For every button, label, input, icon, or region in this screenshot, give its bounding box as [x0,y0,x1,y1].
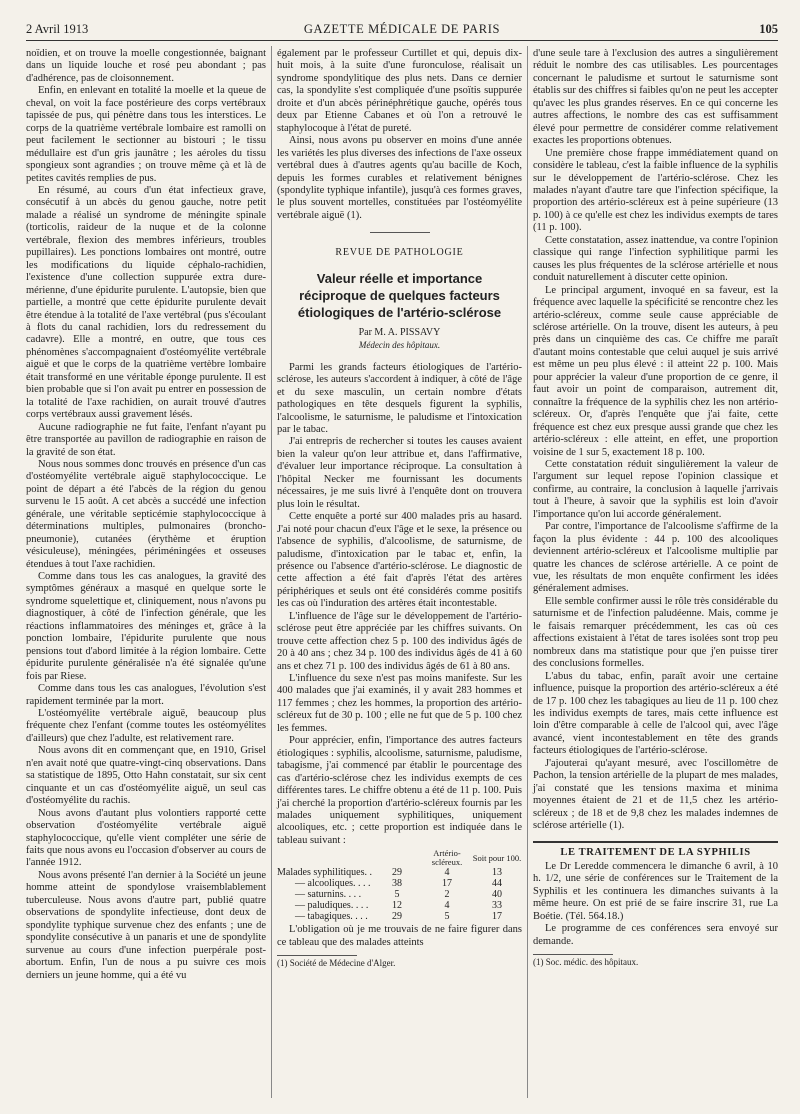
column-divider [271,46,272,1098]
data-table [277,849,522,922]
page-number: 105 [759,22,778,36]
row-label: Malades syphilitiques. . [277,867,372,879]
paragraph: En résumé, au cours d'un état infectieux grave, consécutif à un abcès du genou gauche, notre petit malade a réalisé un syndrome de méningite spinale (torticolis, raideur de la nuque et de la colonne vertébrale, flexion des membres inférieurs, troubles pupillaires). Les ponctions lombaires ont montré, outre les modifications du liquide céphalo-rachidien, l'existence d'une collection suppurée extra dure-mérienne, d'une épidurite purulente. L'autopsie, bien que partielle, a montré que cette épidurite purulente devait être étendue à la totalité de l'axe vertébral (pus s'écoulant à flots du canal rachidien, lors du redressement du cadavre). Elle a montré, en outre, que tous ces phénomènes s'accompagnaient d'ostéomyélite vertébrale aiguë et que le corps de la quatrième vertèbre lombaire était transformé en une véritable éponge purulente. Il est bien probable que si l'on avait pu entrer en possession de la totalité de l'axe rachidien, on aurait trouvé d'autres corps vertébraux aussi gravement lésés. [26,184,266,421]
cell-total: 29 [392,911,402,923]
paragraph: Aucune radiographie ne fut faite, l'enfant n'ayant pu être transportée au pavillon de radiographie en raison de la gravité de son état. [26,421,266,458]
paragraph: Cette enquête a porté sur 400 malades pris au hasard. J'ai noté pour chacun d'eux l'âge et le sexe, la présence ou l'absence de syphilis, d'alcoolisme, de saturnisme, de paludisme, d'intoxication par le tabac et, enfin, la présence ou l'absence d'artério-sclérose. Le diagnostic de cette affection a été fait d'après l'état des artères périphériques et seuls ont été considérés comme positifs les cas où l'induration des artères était incontestable. [277,511,522,610]
paragraph: Nous avons dit en commençant que, en 1910, Grisel n'en avait noté que quatre-vingt-cinq observations. Dans sa statistique de 1895, Otto Hahn constatait, sur six cent cinquante et un cas d'ostéomyélite aiguë, un seul cas d'ostéomyélite du rachis. [26,745,266,807]
footnote: (1) Société de Médecine d'Alger. [277,958,396,969]
table-row [277,878,522,889]
paragraph: Parmi les grands facteurs étiologiques de l'artério-sclérose, les auteurs s'accordent à indiquer, à côté de l'âge et du sexe masculin, un certain nombre d'états pathologiques en tête desquels figurent la syphilis, l'alcoolisme, le saturnisme, le paludisme et l'intoxication par le tabac. [277,361,522,435]
paragraph: Nous avons présenté l'an dernier à la Société un jeune homme atteint de spondylose vraisemblablement tuberculeuse. Nous avons d'autre part, publié quatre observations de spondylite infectieuse, dont deux de spondylite typhique survenue chez des enfants ; une de spondylite consécutive à un panaris et une de spondylite survenue au cours d'une infection puerpérale post-abortum. Enfin, l'un de nous a pu suivre ces mois derniers un jeune homme, qui a été vu [26,869,266,981]
column-3 [533,48,778,968]
paragraph: Enfin, en enlevant en totalité la moelle et la queue de cheval, on voit la face postérieure des corps vertébraux tapissée de pus, qui pénètre dans tous les interstices. Le corps de la quatrième vertébrale lombaire est ramolli on peut facilement le sectionner au bistouri ; le tissu médullaire est d'un gris jaunâtre ; les aéroles du tissu spongieux sont agrandies ; on trouve même çà et là de petites cavités remplies de pus. [26,85,266,184]
cell-sclerotic: 4 [444,867,450,879]
cell-percent: 17 [492,911,502,923]
paragraph: Comme dans tous les cas analogues, l'évolution s'est rapidement terminée par la mort. [26,683,266,707]
table-header-row [277,849,522,867]
paragraph: Nous nous sommes donc trouvés en présence d'un cas d'ostéomyélite vertébrale aiguë staphylococcique. Le point de départ a été l'abcès de la région du genou survenu le 15 août. A cet abcès a succédé une infection générale, une véritable septicémie staphylococcique à déterminations multiples, pulmonaires (broncho-pneumonie), cutanées (érythème et éruption vésiculeuse), méningées, périméningées et osseuses étendues à tout l'axe rachidien. [26,458,266,570]
paragraph: noïdien, et on trouve la moelle congestionnée, baignant dans un liquide louche et rosé peu abondant ; pas d'adhérence, pas de cloisonnement. [26,48,266,84]
cell-percent: 44 [492,878,502,890]
paragraph: Cette constatation, assez inattendue, va contre l'opinion classique qui range l'infection syphilitique parmi les causes les plus fréquentes de la sclérose artérielle et nous conduit naturellement à discuter cette opinion. [533,234,778,284]
paragraph: Par contre, l'importance de l'alcoolisme s'affirme de la façon la plus évidente : 44 p. 100 des alcooliques deviennent artério-scléreux et l'alcoolisme multiplie par quatre les chances de sclérose artérielle. A ce point de vue, les résultats de mon enquête confirment les idées généralement admises. [533,521,778,595]
row-label: — tabagiques. . . . [295,911,368,923]
section-heading: REVUE DE PATHOLOGIE [335,247,464,259]
announcement-text: Le Dr Leredde commencera le dimanche 6 avril, à 10 h. 1/2, une série de conférences sur le Traitement de la Syphilis et les continuera les dimanches suivants à la même heure. On est prié de se faire inscrire 31, rue La Boétie. (Tél. 564.18.) [533,861,778,922]
paragraph: Nous avons d'autant plus volontiers rapporté cette observation d'ostéomyélite vertébrale aiguë staphylococcique, qu'elle vient compléter une série de faits que nous avons eu l'occasion d'observer au cours de l'année 1912. [26,807,266,869]
row-label: — saturnins. . . . [295,889,362,901]
paragraph: L'influence de l'âge sur le développement de l'artério-sclérose peut être appréciée par les chiffres suivants. On trouve cette affection chez 5 p. 100 des individus âgés de 20 à 40 ans ; chez 34 p. 100 des individus âgés de 41 à 60 ans et chez 71 p. 100 des individus âgés de 61 à 80 ans. [277,610,522,672]
paragraph: L'abus du tabac, enfin, paraît avoir une certaine influence, puisque la proportion des artério-scléreux a été de 17 p. 100 chez les tabagiques au lieu de 11 p. 100 chez les individus exempts de tares, mais cette influence est loin d'être comparable à celle de l'alcool qui, avec l'âge avancé, vient incontestablement en tête des grands facteurs étiologiques de l'artério-sclérose. [533,670,778,757]
paragraph: Le principal argument, invoqué en sa faveur, est la fréquence avec laquelle la spécificité se rencontre chez les artério-scléreux, comme seule cause appréciable de sclérose artérielle. On la trouve, disent les auteurs, à peu près dans un cinquième des cas. Ce chiffre me paraît d'autant moins contestable que celui auquel je suis arrivé est même un peu plus élevé : il atteint 22 p. 100. Mais pour apprécier la valeur d'une proportion de ce genre, il faut avoir un point de comparaison, autrement dit, connaître la fréquence de la syphilis chez les non artério-scléreux. Or, d'après l'enquête que j'ai faite, cette fréquence est chez eux presque aussi grande que chez les artério-scléreux : elle atteint, en effet, une proportion voisine de 1 sur 5, exactement 18 p. 100. [533,284,778,458]
paragraph: L'ostéomyélite vertébrale aiguë, beaucoup plus fréquente chez l'enfant (comme toutes les ostéomyélites d'ailleurs) que chez l'adulte, est relativement rare. [26,708,266,744]
article-author: Par M. A. PISSAVY [358,326,441,338]
column-divider [527,46,528,1098]
paragraph: Elle semble confirmer aussi le rôle très considérable du saturnisme et de l'infection paludéenne. Mais, comme je le faisais remarquer précédemment, les cas où ces affections existaient à l'état de tares isolées sont trop peu nombreux dans ma statistique pour que j'en puisse tirer des conclusions formelles. [533,595,778,670]
paragraph: J'ajouterai qu'ayant mesuré, avec l'oscillomètre de Pachon, la tension artérielle de la plupart de mes malades, j'ai constaté que les tensions maxima et minima moyennes étaient de 21 et de 11,5 chez les artério-scléreux ; de 18 et de 9,8 chez les malades indemnes de sclérose artérielle (1). [533,757,778,832]
footnote-rule [533,954,613,955]
announcement-text: Le programme de ces conférences sera envoyé sur demande. [533,923,778,947]
table-row [277,867,522,878]
paragraph: Pour apprécier, enfin, l'importance des autres facteurs étiologiques : syphilis, alcoolisme, saturnisme, paludisme, tabagisme, j'ai commencé par établir le pourcentage des cas d'artério-sclérose chez les individus exempts de ces différentes tares. Le chiffre obtenu a été de 11 p. 100. Puis j'ai cherché la proportion d'artério-scléreux fournis par les malades uniquement syphilitiques, uniquement alcooliques, etc. ; cette proportion est indiquée dans le tableau suivant : [277,735,522,846]
table-row [277,889,522,900]
cell-percent: 13 [492,867,502,879]
cell-sclerotic: 17 [442,878,452,890]
cell-total: 29 [392,867,402,879]
column-header: Soit pour 100. [472,852,522,863]
paragraph: L'obligation où je me trouvais de ne faire figurer dans ce tableau que des malades atteints [277,924,522,948]
row-label: — paludiques. . . . [295,900,369,912]
journal-title: GAZETTE MÉDICALE DE PARIS [303,22,501,36]
cell-sclerotic: 5 [444,911,450,923]
column-header: Artério-scléreux. [431,848,463,868]
paragraph: J'ai entrepris de rechercher si toutes les causes avaient bien la valeur qu'on leur attribue et, dans l'affirmative, d'évaluer leur importance réciproque. La consultation à l'hôpital Necker me fournissant les documents nécessaires, je me suis livré à l'enquête dont on trouvera plus loin le résultat. [277,436,522,510]
row-label: — alcooliques. . . . [295,878,371,890]
section-separator [370,232,430,233]
paragraph: également par le professeur Curtillet et qui, depuis dix-huit mois, à la suite d'une furonculose, réalisait un syndrome spondylitique des plus nets. Dans ce dernier cas, la spondylite s'est compliquée d'une psoïtis suppurée droite et d'un abcès périnéphrétique gauche, opérés tous deux par Etienne Cabanes et où l'on a retrouvé le staphylocoque à l'état de pureté. [277,48,522,134]
cell-percent: 33 [492,900,502,912]
cell-percent: 40 [492,889,502,901]
footnote-rule [277,955,357,956]
article-title: Valeur réelle et importance réciproque de quelques facteurs étiologiques de l'artério-sclérose [297,270,502,320]
cell-total: 12 [392,900,402,912]
author-affiliation: Médecin des hôpitaux. [358,340,441,351]
issue-date: 2 Avril 1913 [26,22,89,36]
paragraph: Cette constatation réduit singulièrement la valeur de l'argument sur lequel repose l'opinion classique et confirme, au contraire, la conclusion à laquelle j'arrivais tout à l'heure, à savoir que la syphilis est loin d'avoir l'importance qu'on lui accorde généralement. [533,458,778,520]
cell-total: 38 [392,878,402,890]
paragraph: Ainsi, nous avons pu observer en moins d'une année les variétés les plus diverses des infections de l'axe osseux vertébral dues à d'autres agents qu'au bacille de Koch, depuis les formes curables et relativement bénignes (spondylite typhique infantile), jusqu'à ces formes graves, le plus souvent mortelles, constituées par l'ostéomyélite vertébrale aiguë (1). [277,135,522,221]
paragraph: Comme dans tous les cas analogues, la gravité des symptômes généraux a masqué en quelque sorte le syndrome squelettique et, cliniquement, nous n'avons pu diagnostiquer, à côté de l'infection générale, que les réactions inflammatoires des méninges et, grâce à la ponction lombaire, l'épidurite purulente que nous pensions tout d'abord limitée à la région lombaire. Cette épidurite purulente généralisée n'a été signalée qu'une fois par Riese. [26,571,266,682]
footnote: (1) Soc. médic. des hôpitaux. [533,957,639,968]
cell-sclerotic: 2 [444,889,450,901]
column-1 [26,48,266,982]
announcement-title: LE TRAITEMENT DE LA SYPHILIS [533,841,778,859]
announcement-box [533,841,778,949]
page-header [26,22,778,42]
cell-total: 5 [394,889,400,901]
paragraph: Une première chose frappe immédiatement quand on considère le tableau, c'est la faible influence de la syphilis sur le développement de l'artério-sclérose. Chez les malades n'ayant d'autre tare que l'infection spécifique, la proportion des artério-scléreux est à peine supérieure (13 p. 100) à ce qu'elle est chez les individus exempts de tares (11 p. 100). [533,147,778,234]
column-2 [277,48,522,969]
table-row [277,900,522,911]
paragraph: L'influence du sexe n'est pas moins manifeste. Sur les 400 malades que j'ai examinés, il y avait 283 hommes et 117 femmes ; chez les hommes, la proportion des artério-scléreux fut de 30 p. 100 ; elle ne fut que de 5 p. 100 chez les femmes. [277,673,522,734]
table-row [277,911,522,922]
header-rule [26,40,778,41]
paragraph: d'une seule tare à l'exclusion des autres a singulièrement réduit le nombre des cas utilisables. Les pourcentages concernant le paludisme et surtout le saturnisme sont établis sur des chiffres si faibles qu'on ne peut les accepter qu'avec les plus grandes réserves. En ce qui concerne les autres affections, le nombre des cas est suffisamment élevé pour permettre de considérer comme relativement exactes les proportions obtenues. [533,48,778,147]
cell-sclerotic: 4 [444,900,450,912]
